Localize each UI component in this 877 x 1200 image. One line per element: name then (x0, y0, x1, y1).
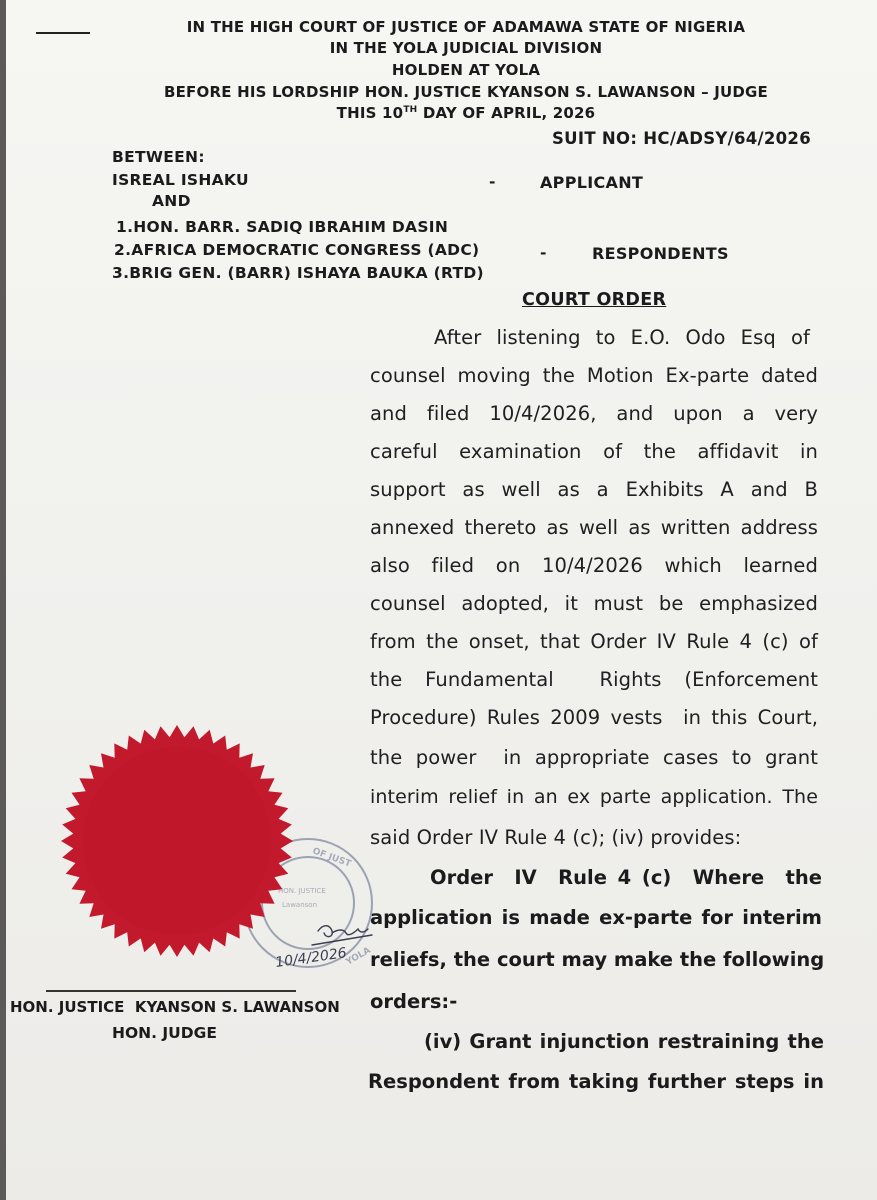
order-body-line: counsel moving the Motion Ex-parte dated (370, 364, 818, 387)
court-header-line-4: BEFORE HIS LORDSHIP HON. JUSTICE KYANSON S. LAWANSON – JUDGE (163, 83, 769, 101)
corner-mark (36, 32, 90, 34)
order-body-line: interim relief in an ex parte application. The (370, 786, 818, 808)
court-header-line-3: HOLDEN AT YOLA (391, 61, 541, 79)
court-order-page (6, 0, 877, 1200)
svg-text:HON. JUSTICE: HON. JUSTICE (278, 887, 326, 895)
applicant-dash: - (489, 173, 496, 191)
respondents-role: RESPONDENTS (592, 244, 729, 263)
order-body-line: After listening to E.O. Odo Esq of (434, 326, 810, 349)
date-rest: DAY OF APRIL, 2026 (417, 104, 596, 122)
order-body-line: support as well as a Exhibits A and B (370, 478, 818, 501)
svg-text:Lawanson: Lawanson (282, 901, 318, 909)
quoted-rule-line: orders:- (370, 990, 458, 1013)
svg-text:YOLA: YOLA (344, 945, 373, 968)
quoted-rule-line: application is made ex-parte for interim (370, 906, 822, 929)
order-body-line: from the onset, that Order IV Rule 4 (c) of (370, 630, 818, 653)
date-suffix: TH (403, 105, 418, 115)
svg-text:OF JUST: OF JUST (310, 846, 353, 870)
relief-line: (iv) Grant injunction restraining the (424, 1030, 824, 1053)
signature-line (46, 990, 296, 992)
date-prefix: THIS 10 (336, 104, 404, 122)
order-body-line: the Fundamental Rights (Enforcement (370, 668, 818, 691)
applicant-name: ISREAL ISHAKU (112, 171, 249, 189)
order-body-line: said Order IV Rule 4 (c); (iv) provides: (370, 826, 742, 849)
quoted-rule-line: Order IV Rule 4 (c) Where the (430, 866, 822, 889)
order-body-line: the power in appropriate cases to grant (370, 746, 818, 769)
order-body-line: also filed on 10/4/2026 which learned (370, 554, 818, 577)
court-header-line-1: IN THE HIGH COURT OF JUSTICE OF ADAMAWA STATE OF NIGERIA (186, 18, 746, 36)
judge-name: HON. JUSTICE KYANSON S. LAWANSON (10, 998, 340, 1016)
order-body-line: Procedure) Rules 2009 vests in this Court, (370, 706, 818, 729)
applicant-role: APPLICANT (540, 173, 644, 192)
order-body-line: counsel adopted, it must be emphasized (370, 592, 818, 615)
relief-line: Respondent from taking further steps in (368, 1070, 824, 1093)
suit-number: SUIT NO: HC/ADSY/64/2026 (552, 129, 811, 148)
between-label: BETWEEN: (112, 148, 205, 166)
court-header-date (176, 104, 756, 122)
order-body-line: and filed 10/4/2026, and upon a very (370, 402, 818, 425)
order-body-line: annexed thereto as well as written address (370, 516, 818, 539)
judge-title: HON. JUDGE (112, 1024, 217, 1042)
red-seal (60, 724, 294, 958)
court-header-line-2: IN THE YOLA JUDICIAL DIVISION (329, 39, 603, 57)
respondent-1: 1.HON. BARR. SADIQ IBRAHIM DASIN (116, 218, 449, 236)
order-title: COURT ORDER (522, 290, 667, 310)
respondent-3: 3.BRIG GEN. (BARR) ISHAYA BAUKA (RTD) (112, 264, 484, 282)
respondents-dash: - (540, 244, 547, 262)
quoted-rule-line: reliefs, the court may make the following (370, 948, 825, 971)
and-label: AND (152, 192, 191, 210)
respondent-2: 2.AFRICA DEMOCRATIC CONGRESS (ADC) (114, 241, 480, 259)
handwritten-date: 10/4/2026 (274, 945, 348, 971)
order-body-line: careful examination of the affidavit in (370, 440, 818, 463)
